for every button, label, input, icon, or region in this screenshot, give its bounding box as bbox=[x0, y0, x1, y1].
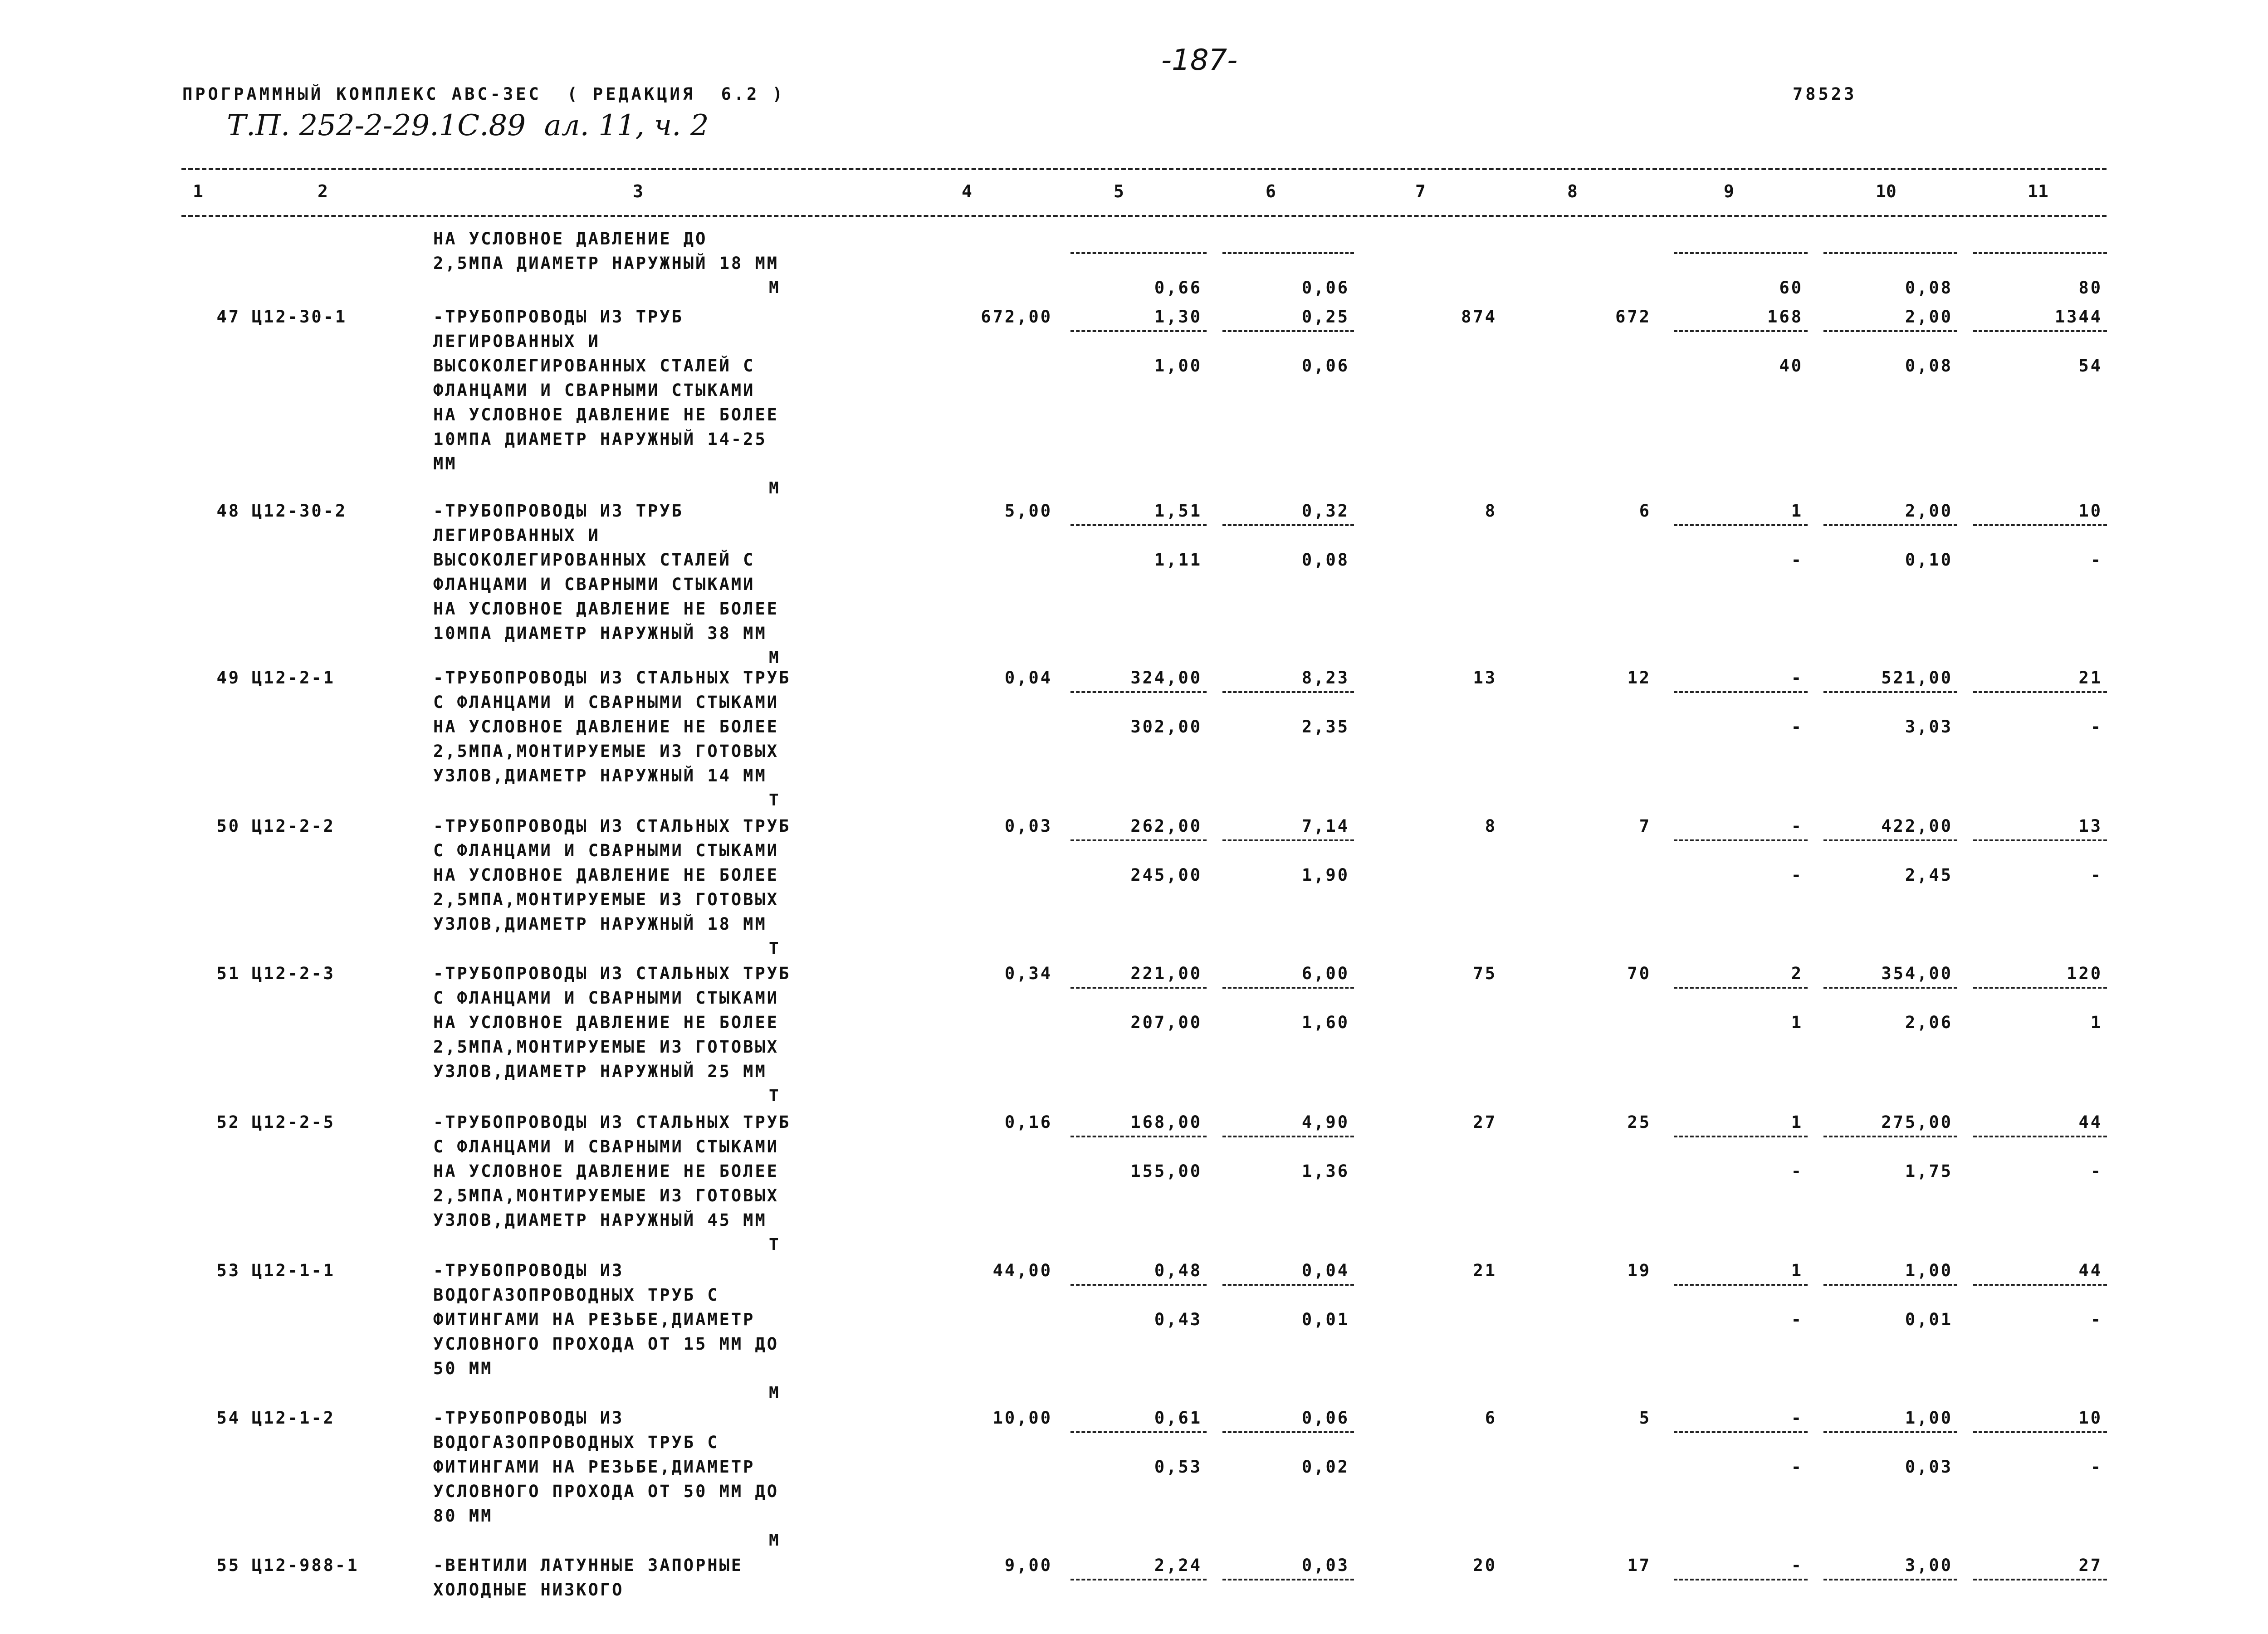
work-description: -ТРУБОПРОВОДЫ ИЗ СТАЛЬНЫХ ТРУБ С ФЛАНЦАМИ И СВАРНЫМИ СТЫКАМИ НА УСЛОВНОЕ ДАВЛЕНИЕ НЕ БОЛЕЕ 2,5МПА,МОНТИРУЕМЫЕ ИЗ ГОТОВЫХ УЗЛОВ,ДИАМЕТР НАРУЖНЫЙ 45 ММ bbox=[433, 1112, 791, 1230]
cell-c10b: 1,75 bbox=[1905, 1161, 1953, 1181]
cell-c8: 70 bbox=[1627, 964, 1651, 983]
fraction-divider bbox=[1674, 1431, 1808, 1433]
cell-c5a: 1,51 bbox=[1154, 501, 1202, 521]
rate-code: Ц12-2-1 bbox=[252, 668, 335, 688]
unit-of-measure: М bbox=[769, 1531, 781, 1550]
cell-c11b: - bbox=[2090, 1310, 2102, 1329]
cell-c11a: 1344 bbox=[2054, 307, 2102, 327]
cell-c5a: 262,00 bbox=[1130, 816, 1202, 836]
rate-code: Ц12-2-5 bbox=[252, 1112, 335, 1132]
cell-c10a: 422,00 bbox=[1881, 816, 1953, 836]
cell-c5b: 1,00 bbox=[1154, 356, 1202, 376]
cell-c10b: 0,01 bbox=[1905, 1310, 1953, 1329]
cell-c5b: 0,66 bbox=[1154, 278, 1202, 298]
cell-c11a: 13 bbox=[2078, 816, 2102, 836]
column-header-5: 5 bbox=[1114, 181, 1124, 201]
column-header-8: 8 bbox=[1567, 181, 1578, 201]
fraction-divider bbox=[1070, 1579, 1207, 1580]
cell-c10b: 2,06 bbox=[1905, 1013, 1953, 1032]
row-number: 49 bbox=[216, 668, 240, 688]
cell-c4: 0,03 bbox=[1004, 816, 1052, 836]
unit-of-measure: М bbox=[769, 1384, 781, 1402]
cell-c10a: 1,00 bbox=[1905, 1408, 1953, 1428]
table-top-rule bbox=[181, 168, 2107, 170]
column-header-6: 6 bbox=[1266, 181, 1276, 201]
cell-c5b: 155,00 bbox=[1130, 1161, 1202, 1181]
cell-c9b: - bbox=[1791, 865, 1803, 885]
cell-c6b: 1,36 bbox=[1301, 1161, 1349, 1181]
cell-c6b: 0,06 bbox=[1301, 356, 1349, 376]
fraction-divider bbox=[1674, 691, 1808, 693]
cell-c7: 13 bbox=[1473, 668, 1497, 688]
fraction-divider bbox=[1973, 691, 2107, 693]
cell-c6a: 0,03 bbox=[1301, 1556, 1349, 1575]
cell-c10b: 0,08 bbox=[1905, 278, 1953, 298]
rate-code: Ц12-30-2 bbox=[252, 501, 347, 521]
unit-of-measure: М bbox=[769, 278, 781, 297]
cell-c8: 672 bbox=[1615, 307, 1651, 327]
cell-c5a: 221,00 bbox=[1130, 964, 1202, 983]
work-description: -ТРУБОПРОВОДЫ ИЗ СТАЛЬНЫХ ТРУБ С ФЛАНЦАМИ И СВАРНЫМИ СТЫКАМИ НА УСЛОВНОЕ ДАВЛЕНИЕ НЕ БОЛЕЕ 2,5МПА,МОНТИРУЕМЫЕ ИЗ ГОТОВЫХ УЗЛОВ,ДИАМЕТР НАРУЖНЫЙ 25 ММ bbox=[433, 964, 791, 1081]
fraction-divider bbox=[1222, 1579, 1354, 1580]
cell-c10b: 0,03 bbox=[1905, 1457, 1953, 1477]
cell-c7: 20 bbox=[1473, 1556, 1497, 1575]
fraction-divider bbox=[1222, 691, 1354, 693]
fraction-divider bbox=[1222, 839, 1354, 841]
cell-c9a: 168 bbox=[1767, 307, 1803, 327]
cell-c5a: 0,48 bbox=[1154, 1261, 1202, 1280]
rate-code: Ц12-988-1 bbox=[252, 1556, 359, 1575]
fraction-divider bbox=[1823, 987, 1957, 989]
cell-c10b: 2,45 bbox=[1905, 865, 1953, 885]
row-number: 50 bbox=[216, 816, 240, 836]
cell-c11b: 54 bbox=[2078, 356, 2102, 376]
cell-c11a: 10 bbox=[2078, 501, 2102, 521]
fraction-divider bbox=[1674, 1579, 1808, 1580]
cell-c6b: 1,60 bbox=[1301, 1013, 1349, 1032]
cell-c5a: 1,30 bbox=[1154, 307, 1202, 327]
cell-c6a: 0,04 bbox=[1301, 1261, 1349, 1280]
cell-c10b: 3,03 bbox=[1905, 717, 1953, 737]
cell-c5a: 168,00 bbox=[1130, 1112, 1202, 1132]
work-description: -ВЕНТИЛИ ЛАТУННЫЕ ЗАПОРНЫЕ ХОЛОДНЫЕ НИЗКОГО bbox=[433, 1556, 743, 1600]
column-header-3: 3 bbox=[633, 181, 643, 201]
cell-c4: 0,34 bbox=[1004, 964, 1052, 983]
cell-c11a: 27 bbox=[2078, 1556, 2102, 1575]
row-number: 55 bbox=[216, 1556, 240, 1575]
row-number: 54 bbox=[216, 1408, 240, 1428]
cell-c4: 672,00 bbox=[981, 307, 1052, 327]
cell-c4: 44,00 bbox=[992, 1261, 1052, 1280]
column-header-11: 11 bbox=[2028, 181, 2048, 201]
cell-c9b: - bbox=[1791, 1310, 1803, 1329]
cell-c9a: - bbox=[1791, 668, 1803, 688]
cell-c8: 6 bbox=[1639, 501, 1651, 521]
cell-c10a: 3,00 bbox=[1905, 1556, 1953, 1575]
cell-c6b: 0,06 bbox=[1301, 278, 1349, 298]
cell-c6a: 6,00 bbox=[1301, 964, 1349, 983]
work-description: -ТРУБОПРОВОДЫ ИЗ СТАЛЬНЫХ ТРУБ С ФЛАНЦАМИ И СВАРНЫМИ СТЫКАМИ НА УСЛОВНОЕ ДАВЛЕНИЕ НЕ БОЛЕЕ 2,5МПА,МОНТИРУЕМЫЕ ИЗ ГОТОВЫХ УЗЛОВ,ДИАМЕТР НАРУЖНЫЙ 14 ММ bbox=[433, 668, 791, 785]
column-header-9: 9 bbox=[1724, 181, 1734, 201]
fraction-divider bbox=[1070, 987, 1207, 989]
cell-c11a: 44 bbox=[2078, 1261, 2102, 1280]
work-description: -ТРУБОПРОВОДЫ ИЗ ВОДОГАЗОПРОВОДНЫХ ТРУБ С ФИТИНГАМИ НА РЕЗЬБЕ,ДИАМЕТР УСЛОВНОГО ПРОХОДА ОТ 15 ММ ДО 50 ММ bbox=[433, 1261, 779, 1378]
column-header-10: 10 bbox=[1876, 181, 1897, 201]
cell-c4: 0,04 bbox=[1004, 668, 1052, 688]
cell-c7: 21 bbox=[1473, 1261, 1497, 1280]
cell-c6a: 0,32 bbox=[1301, 501, 1349, 521]
cell-c9a: 2 bbox=[1791, 964, 1803, 983]
work-description: -ТРУБОПРОВОДЫ ИЗ ВОДОГАЗОПРОВОДНЫХ ТРУБ С ФИТИНГАМИ НА РЕЗЬБЕ,ДИАМЕТР УСЛОВНОГО ПРОХОДА ОТ 50 ММ ДО 80 ММ bbox=[433, 1408, 779, 1526]
fraction-divider bbox=[1674, 987, 1808, 989]
program-header: ПРОГРАММНЫЙ КОМПЛЕКС АВС-ЗЕС ( РЕДАКЦИЯ 6.2 ) bbox=[182, 84, 785, 104]
cell-c11b: 80 bbox=[2078, 278, 2102, 298]
cell-c4: 9,00 bbox=[1004, 1556, 1052, 1575]
fraction-divider bbox=[1823, 1284, 1957, 1286]
cell-c10a: 2,00 bbox=[1905, 501, 1953, 521]
column-header-4: 4 bbox=[962, 181, 972, 201]
cell-c6a: 0,25 bbox=[1301, 307, 1349, 327]
cell-c8: 19 bbox=[1627, 1261, 1651, 1280]
fraction-divider bbox=[1973, 1431, 2107, 1433]
cell-c10b: 0,08 bbox=[1905, 356, 1953, 376]
rate-code: Ц12-2-2 bbox=[252, 816, 335, 836]
row-number: 53 bbox=[216, 1261, 240, 1280]
cell-c5a: 0,61 bbox=[1154, 1408, 1202, 1428]
cell-c11a: 120 bbox=[2067, 964, 2102, 983]
fraction-divider bbox=[1222, 987, 1354, 989]
fraction-divider bbox=[1823, 1136, 1957, 1137]
fraction-divider bbox=[1823, 839, 1957, 841]
cell-c7: 874 bbox=[1461, 307, 1497, 327]
cell-c9a: - bbox=[1791, 1556, 1803, 1575]
cell-c9b: - bbox=[1791, 717, 1803, 737]
cell-c6a: 7,14 bbox=[1301, 816, 1349, 836]
row-number: 48 bbox=[216, 501, 240, 521]
fraction-divider bbox=[1823, 252, 1957, 254]
cell-c9a: - bbox=[1791, 816, 1803, 836]
cell-c11b: - bbox=[2090, 865, 2102, 885]
cell-c5b: 0,43 bbox=[1154, 1310, 1202, 1329]
fraction-divider bbox=[1674, 330, 1808, 332]
cell-c11b: 1 bbox=[2090, 1013, 2102, 1032]
fraction-divider bbox=[1222, 1136, 1354, 1137]
unit-of-measure: Т bbox=[769, 791, 781, 810]
cell-c8: 12 bbox=[1627, 668, 1651, 688]
row-number: 52 bbox=[216, 1112, 240, 1132]
cell-c10a: 275,00 bbox=[1881, 1112, 1953, 1132]
cell-c6a: 0,06 bbox=[1301, 1408, 1349, 1428]
cell-c8: 25 bbox=[1627, 1112, 1651, 1132]
unit-of-measure: М bbox=[769, 479, 781, 498]
cell-c6b: 0,02 bbox=[1301, 1457, 1349, 1477]
fraction-divider bbox=[1070, 524, 1207, 526]
cell-c8: 5 bbox=[1639, 1408, 1651, 1428]
cell-c9a: 1 bbox=[1791, 1261, 1803, 1280]
cell-c9b: 1 bbox=[1791, 1013, 1803, 1032]
fraction-divider bbox=[1973, 524, 2107, 526]
fraction-divider bbox=[1222, 1431, 1354, 1433]
row-number: 51 bbox=[216, 964, 240, 983]
fraction-divider bbox=[1674, 1284, 1808, 1286]
table-header-rule bbox=[181, 215, 2107, 217]
cell-c11b: - bbox=[2090, 1457, 2102, 1477]
cell-c7: 6 bbox=[1485, 1408, 1497, 1428]
cell-c11a: 10 bbox=[2078, 1408, 2102, 1428]
fraction-divider bbox=[1222, 1284, 1354, 1286]
cell-c10a: 2,00 bbox=[1905, 307, 1953, 327]
fraction-divider bbox=[1823, 330, 1957, 332]
cell-c9a: - bbox=[1791, 1408, 1803, 1428]
cell-c5b: 245,00 bbox=[1130, 865, 1202, 885]
cell-c5a: 324,00 bbox=[1130, 668, 1202, 688]
fraction-divider bbox=[1823, 524, 1957, 526]
fraction-divider bbox=[1973, 987, 2107, 989]
cell-c4: 5,00 bbox=[1004, 501, 1052, 521]
fraction-divider bbox=[1823, 691, 1957, 693]
work-description: -ТРУБОПРОВОДЫ ИЗ ТРУБ ЛЕГИРОВАННЫХ И ВЫСОКОЛЕГИРОВАННЫХ СТАЛЕЙ С ФЛАНЦАМИ И СВАРНЫМИ СТЫКАМИ НА УСЛОВНОЕ ДАВЛЕНИЕ НЕ БОЛЕЕ 10МПА ДИАМЕТР НАРУЖНЫЙ 14-25 ММ bbox=[433, 307, 779, 473]
cell-c9b: - bbox=[1791, 1457, 1803, 1477]
fraction-divider bbox=[1973, 1284, 2107, 1286]
cell-c4: 0,16 bbox=[1004, 1112, 1052, 1132]
row-number: 47 bbox=[216, 307, 240, 327]
fraction-divider bbox=[1674, 839, 1808, 841]
column-header-1: 1 bbox=[193, 181, 203, 201]
fraction-divider bbox=[1222, 524, 1354, 526]
cell-c8: 17 bbox=[1627, 1556, 1651, 1575]
fraction-divider bbox=[1973, 252, 2107, 254]
fraction-divider bbox=[1070, 330, 1207, 332]
cell-c6a: 8,23 bbox=[1301, 668, 1349, 688]
fraction-divider bbox=[1222, 252, 1354, 254]
cell-c9b: 60 bbox=[1779, 278, 1803, 298]
cell-c10b: 0,10 bbox=[1905, 550, 1953, 570]
column-header-2: 2 bbox=[318, 181, 328, 201]
cell-c5b: 207,00 bbox=[1130, 1013, 1202, 1032]
fraction-divider bbox=[1973, 1136, 2107, 1137]
cell-c9a: 1 bbox=[1791, 501, 1803, 521]
fraction-divider bbox=[1070, 839, 1207, 841]
unit-of-measure: М bbox=[769, 649, 781, 667]
fraction-divider bbox=[1823, 1431, 1957, 1433]
unit-of-measure: Т bbox=[769, 939, 781, 958]
cell-c11a: 44 bbox=[2078, 1112, 2102, 1132]
handwritten-annotation: Т.П. 252-2-29.1С.89 ал. 11, ч. 2 bbox=[227, 109, 709, 142]
cell-c4: 10,00 bbox=[992, 1408, 1052, 1428]
cell-c11b: - bbox=[2090, 1161, 2102, 1181]
cell-c6a: 4,90 bbox=[1301, 1112, 1349, 1132]
cell-c7: 27 bbox=[1473, 1112, 1497, 1132]
fraction-divider bbox=[1823, 1579, 1957, 1580]
rate-code: Ц12-1-2 bbox=[252, 1408, 335, 1428]
cell-c6b: 0,08 bbox=[1301, 550, 1349, 570]
cell-c5a: 2,24 bbox=[1154, 1556, 1202, 1575]
cell-c7: 8 bbox=[1485, 501, 1497, 521]
column-header-7: 7 bbox=[1415, 181, 1426, 201]
cell-c9b: - bbox=[1791, 1161, 1803, 1181]
document-number: 78523 bbox=[1793, 84, 1857, 104]
cell-c10a: 354,00 bbox=[1881, 964, 1953, 983]
fraction-divider bbox=[1070, 252, 1207, 254]
work-description: НА УСЛОВНОЕ ДАВЛЕНИЕ ДО 2,5МПА ДИАМЕТР НАРУЖНЫЙ 18 ММ bbox=[433, 229, 779, 273]
fraction-divider bbox=[1973, 839, 2107, 841]
cell-c10a: 521,00 bbox=[1881, 668, 1953, 688]
cell-c6b: 1,90 bbox=[1301, 865, 1349, 885]
cell-c9b: 40 bbox=[1779, 356, 1803, 376]
cell-c5b: 302,00 bbox=[1130, 717, 1202, 737]
cell-c8: 7 bbox=[1639, 816, 1651, 836]
cell-c11b: - bbox=[2090, 717, 2102, 737]
rate-code: Ц12-30-1 bbox=[252, 307, 347, 327]
cell-c11a: 21 bbox=[2078, 668, 2102, 688]
fraction-divider bbox=[1674, 1136, 1808, 1137]
cell-c5b: 0,53 bbox=[1154, 1457, 1202, 1477]
cell-c6b: 2,35 bbox=[1301, 717, 1349, 737]
rate-code: Ц12-2-3 bbox=[252, 964, 335, 983]
fraction-divider bbox=[1070, 1136, 1207, 1137]
work-description: -ТРУБОПРОВОДЫ ИЗ СТАЛЬНЫХ ТРУБ С ФЛАНЦАМИ И СВАРНЫМИ СТЫКАМИ НА УСЛОВНОЕ ДАВЛЕНИЕ НЕ БОЛЕЕ 2,5МПА,МОНТИРУЕМЫЕ ИЗ ГОТОВЫХ УЗЛОВ,ДИАМЕТР НАРУЖНЫЙ 18 ММ bbox=[433, 816, 791, 934]
cell-c7: 75 bbox=[1473, 964, 1497, 983]
fraction-divider bbox=[1973, 330, 2107, 332]
fraction-divider bbox=[1070, 1284, 1207, 1286]
fraction-divider bbox=[1973, 1579, 2107, 1580]
fraction-divider bbox=[1222, 330, 1354, 332]
fraction-divider bbox=[1674, 252, 1808, 254]
fraction-divider bbox=[1070, 691, 1207, 693]
cell-c6b: 0,01 bbox=[1301, 1310, 1349, 1329]
cell-c10a: 1,00 bbox=[1905, 1261, 1953, 1280]
cell-c11b: - bbox=[2090, 550, 2102, 570]
rate-code: Ц12-1-1 bbox=[252, 1261, 335, 1280]
unit-of-measure: Т bbox=[769, 1235, 781, 1254]
cell-c9b: - bbox=[1791, 550, 1803, 570]
work-description: -ТРУБОПРОВОДЫ ИЗ ТРУБ ЛЕГИРОВАННЫХ И ВЫСОКОЛЕГИРОВАННЫХ СТАЛЕЙ С ФЛАНЦАМИ И СВАРНЫМИ СТЫКАМИ НА УСЛОВНОЕ ДАВЛЕНИЕ НЕ БОЛЕЕ 10МПА ДИАМЕТР НАРУЖНЫЙ 38 ММ bbox=[433, 501, 779, 643]
fraction-divider bbox=[1674, 524, 1808, 526]
fraction-divider bbox=[1070, 1431, 1207, 1433]
cell-c9a: 1 bbox=[1791, 1112, 1803, 1132]
page-number: -187- bbox=[1161, 44, 1238, 77]
cell-c5b: 1,11 bbox=[1154, 550, 1202, 570]
cell-c7: 8 bbox=[1485, 816, 1497, 836]
unit-of-measure: Т bbox=[769, 1087, 781, 1105]
